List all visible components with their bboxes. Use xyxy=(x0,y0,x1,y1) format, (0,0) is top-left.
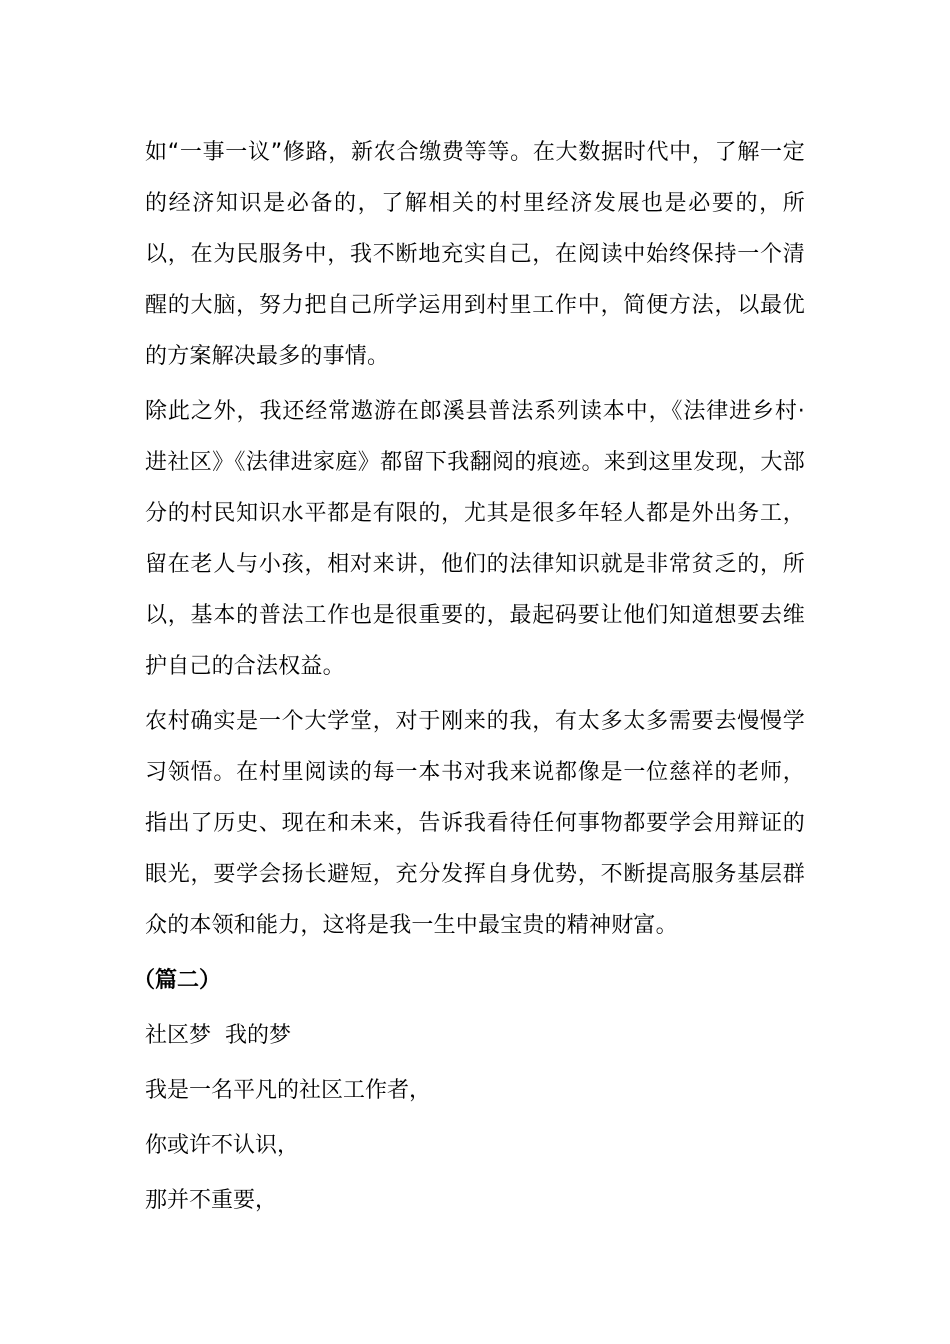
poem-line: 我是一名平凡的社区工作者， xyxy=(145,1078,432,1103)
document-body xyxy=(133,127,805,1230)
section-heading: （篇二） xyxy=(133,968,222,993)
poem-line: 你或许不认识， xyxy=(145,1133,300,1158)
paragraph: 农村确实是一个大学堂，对于刚来的我，有太多太多需要去慢慢学习领悟。在村里阅读的每一本书对我来说都像是一位慈祥的老师，指出了历史、现在和未来，告诉我看待任何事物都要学会用辩证的眼光，要学会扬长避短，充分发挥自身优势，不断提高服务基层群众的本领和能力，这将是我一生中最宝贵的精神财富。 xyxy=(145,709,805,938)
paragraph: 除此之外，我还经常遨游在郎溪县普法系列读本中，《法律进乡村·进社区》《法律进家庭》都留下我翻阅的痕迹。来到这里发现，大部分的村民知识水平都是有限的，尤其是很多年轻人都是外出务工，留在老人与小孩，相对来讲，他们的法律知识就是非常贫乏的，所以，基本的普法工作也是很重要的，最起码要让他们知道想要去维护自己的合法权益。 xyxy=(145,399,805,679)
poem-line: 那并不重要， xyxy=(145,1188,278,1213)
paragraph: 如“一事一议”修路，新农合缴费等等。在大数据时代中，了解一定的经济知识是必备的，了解相关的村里经济发展也是必要的，所以，在为民服务中，我不断地充实自己，在阅读中始终保持一个清醒的大脑，努力把自己所学运用到村里工作中，简便方法，以最优的方案解决最多的事情。 xyxy=(145,140,805,369)
poem-title: 社区梦 我的梦 xyxy=(145,1023,291,1048)
